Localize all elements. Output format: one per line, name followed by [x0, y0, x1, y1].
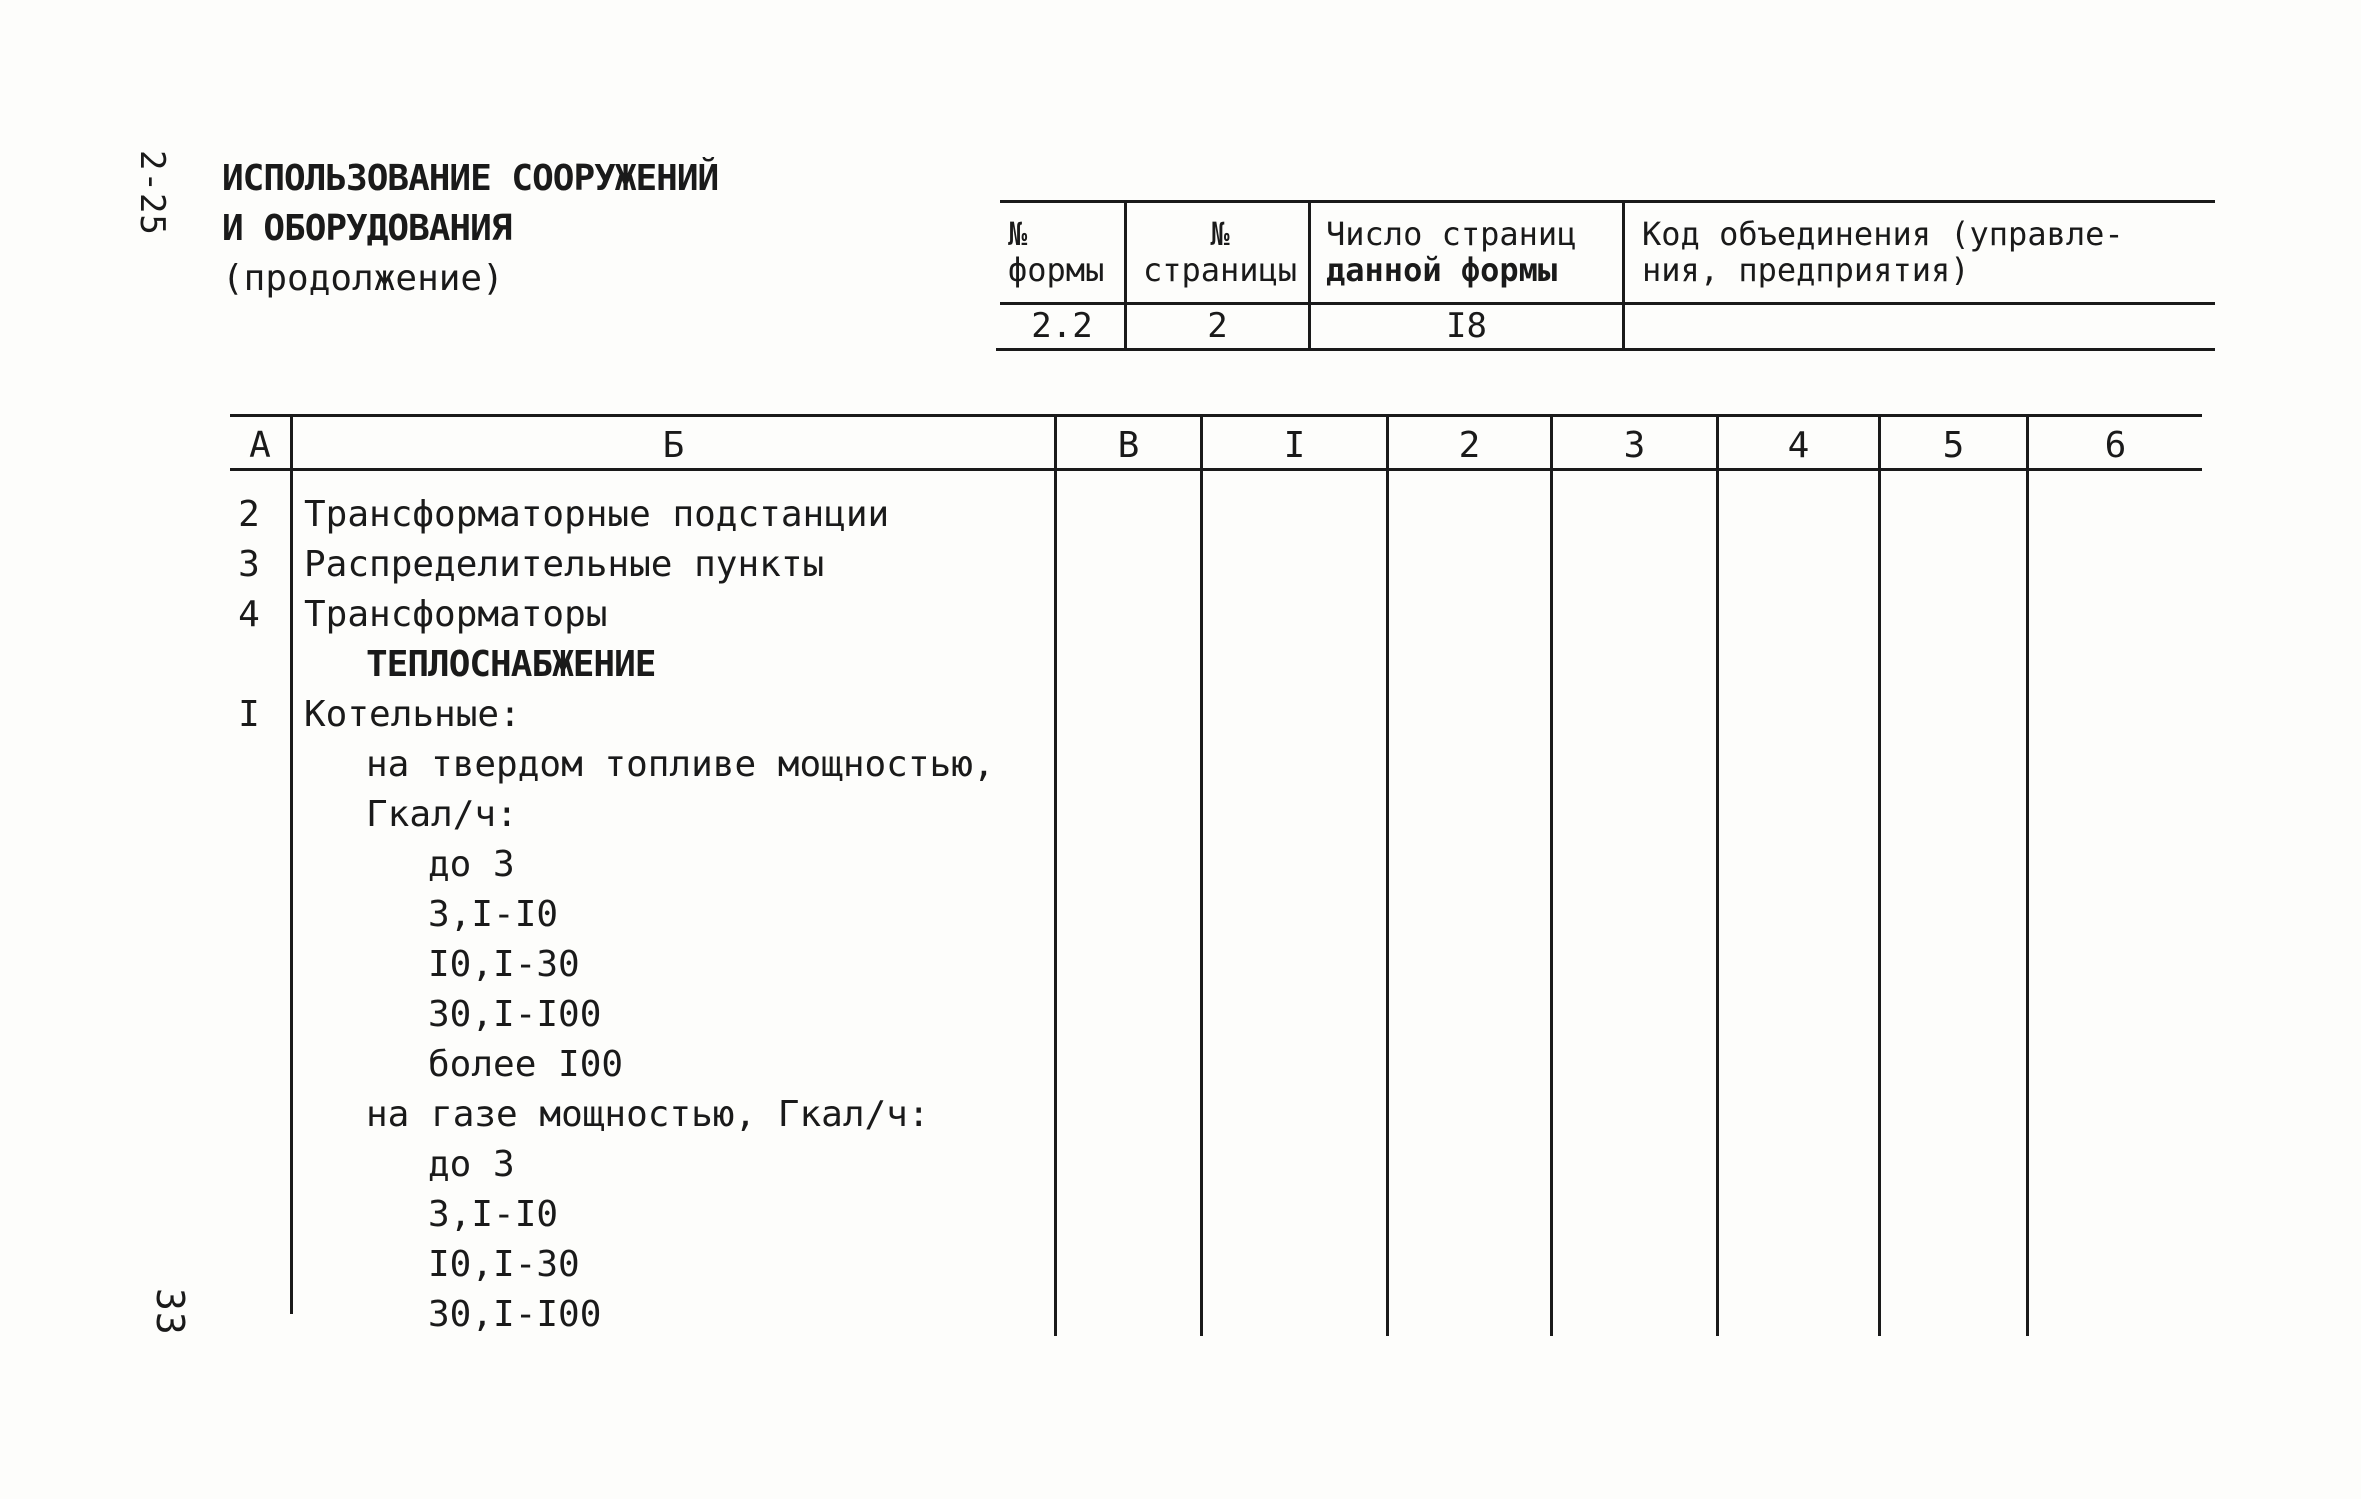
- header-form-no: [1008, 216, 1104, 288]
- header-code: [1642, 216, 2124, 288]
- header-pages-count-line2: данной формы: [1326, 251, 1558, 289]
- row-label: 30,I-I00: [428, 1294, 602, 1335]
- row-label: I0,I-30: [428, 944, 580, 985]
- title-line-3: (продолжение): [222, 258, 504, 299]
- col-head-a: А: [249, 425, 271, 466]
- header-pages-count-line1: Число страниц: [1326, 215, 1577, 253]
- row-number: 4: [238, 594, 260, 635]
- col-divider-b-v: [1054, 414, 1057, 1336]
- row-number: 2: [238, 494, 260, 535]
- col-divider-2-3: [1550, 414, 1553, 1336]
- table-header-rule: [230, 468, 2202, 471]
- header-code-line1: Код объединения (управле-: [1642, 215, 2124, 253]
- value-pages-count: I8: [1446, 306, 1487, 346]
- info-bottom-rule: [996, 348, 2215, 351]
- row-label: на газе мощностью, Гкал/ч:: [366, 1094, 930, 1135]
- col-head-6: 6: [2104, 425, 2127, 466]
- row-label: на твердом топливе мощностью,: [366, 744, 995, 785]
- row-label: Гкал/ч:: [366, 794, 518, 835]
- col-head-5: 5: [1942, 425, 1965, 466]
- col-head-b: Б: [662, 425, 685, 466]
- row-label: Распределительные пункты: [304, 544, 825, 585]
- header-form-no-line1: №: [1008, 215, 1028, 253]
- page-code-mark: 2-25: [132, 150, 172, 236]
- col-divider-v-1: [1200, 414, 1203, 1336]
- col-head-v: В: [1117, 425, 1140, 466]
- row-label: 30,I-I00: [428, 994, 602, 1035]
- header-pages-count: [1326, 216, 1576, 288]
- row-number: 3: [238, 544, 260, 585]
- title-line-1: ИСПОЛЬЗОВАНИЕ СООРУЖЕНИЙ: [222, 158, 719, 199]
- info-top-rule: [1000, 200, 2215, 203]
- page-number-mark: 33: [148, 1288, 192, 1336]
- col-divider-a-b: [290, 414, 293, 1314]
- row-label: Котельные:: [304, 694, 521, 735]
- row-label: Трансформаторы: [304, 594, 608, 635]
- value-page-no: 2: [1207, 306, 1228, 346]
- col-divider-4-5: [1878, 414, 1881, 1336]
- col-head-4: 4: [1787, 425, 1810, 466]
- equipment-usage-table: [230, 414, 2202, 1344]
- col-divider-5-6: [2026, 414, 2029, 1336]
- title-line-2: И ОБОРУДОВАНИЯ: [222, 208, 512, 249]
- section-heading: ТЕПЛОСНАБЖЕНИЕ: [366, 644, 656, 685]
- info-divider-3: [1622, 200, 1625, 350]
- header-page-no: [1132, 216, 1308, 288]
- row-label: I0,I-30: [428, 1244, 580, 1285]
- row-label: 3,I-I0: [428, 1194, 559, 1235]
- header-form-no-line2: формы: [1008, 251, 1105, 289]
- col-head-1: I: [1283, 425, 1306, 466]
- row-label: до 3: [428, 844, 515, 885]
- header-code-line2: ния, предприятия): [1642, 251, 1970, 289]
- header-page-no-line1: №: [1210, 215, 1230, 253]
- form-info-table: [1000, 200, 2215, 352]
- col-divider-3-4: [1716, 414, 1719, 1336]
- row-label: Трансформаторные подстанции: [304, 494, 890, 535]
- header-page-no-line2: страницы: [1142, 251, 1298, 289]
- document-title: [222, 154, 718, 304]
- col-divider-1-2: [1386, 414, 1389, 1336]
- value-form-no: 2.2: [1031, 306, 1093, 346]
- row-label: до 3: [428, 1144, 515, 1185]
- col-head-3: 3: [1623, 425, 1646, 466]
- row-number: I: [238, 694, 260, 735]
- row-label: 3,I-I0: [428, 894, 559, 935]
- col-head-2: 2: [1458, 425, 1481, 466]
- row-label: более I00: [428, 1044, 624, 1085]
- table-top-rule: [230, 414, 2202, 417]
- info-mid-rule: [1000, 302, 2215, 305]
